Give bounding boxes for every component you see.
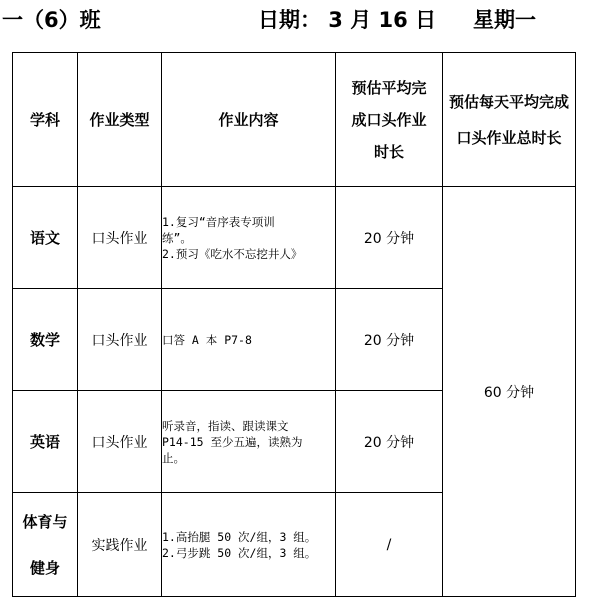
subject-line: 健身 <box>29 558 60 577</box>
content-line: 1.复习“音序表专项训 <box>162 214 275 229</box>
date-label: 日期： 3 月 16 日 <box>258 8 437 32</box>
avg-time-header-line: 时长 <box>373 142 404 161</box>
column-header-subject: 学科 <box>13 53 78 187</box>
avg-time-header-line: 成口头作业 <box>351 110 427 129</box>
content-cell <box>162 289 336 391</box>
time-cell: 20 分钟 <box>336 289 443 391</box>
content-line: 止。 <box>162 450 185 465</box>
content-cell <box>162 493 336 597</box>
content-line: 听录音，指读、跟读课文 <box>162 418 289 433</box>
content-line: 练”。 <box>162 230 192 245</box>
total-time-header-line: 预估每天平均完成 <box>448 92 569 111</box>
table-row <box>13 187 576 289</box>
column-header-avg-time <box>336 53 443 187</box>
type-cell: 口头作业 <box>78 391 162 493</box>
total-time-header-line: 口头作业总时长 <box>456 128 562 147</box>
time-cell: 20 分钟 <box>336 187 443 289</box>
class-name: 一（6）班 <box>2 8 101 32</box>
column-header-total-time <box>443 53 576 187</box>
subject-cell: 语文 <box>13 187 78 289</box>
type-cell: 口头作业 <box>78 289 162 391</box>
homework-table <box>12 52 576 597</box>
page-header <box>0 0 590 44</box>
type-cell: 口头作业 <box>78 187 162 289</box>
subject-cell <box>13 493 78 597</box>
time-cell: 20 分钟 <box>336 391 443 493</box>
content-line: 2.预习《吃水不忘挖井人》 <box>162 246 303 261</box>
subject-cell: 英语 <box>13 391 78 493</box>
column-header-type: 作业类型 <box>78 53 162 187</box>
type-cell: 实践作业 <box>78 493 162 597</box>
content-line: 1.高抬腿 50 次/组，3 组。 <box>162 529 317 544</box>
total-time-cell: 60 分钟 <box>443 187 576 597</box>
content-line: 口答 A 本 P7-8 <box>162 332 252 347</box>
subject-line: 体育与 <box>22 512 68 531</box>
content-line: 2.弓步跳 50 次/组，3 组。 <box>162 545 317 560</box>
weekday-label: 星期一 <box>473 8 536 32</box>
avg-time-header-line: 预估平均完 <box>351 78 427 97</box>
table-header-row <box>13 53 576 187</box>
content-line: P14-15 至少五遍，读熟为 <box>162 434 303 449</box>
column-header-content: 作业内容 <box>162 53 336 187</box>
content-cell <box>162 391 336 493</box>
time-cell: / <box>336 493 443 597</box>
subject-cell: 数学 <box>13 289 78 391</box>
content-cell <box>162 187 336 289</box>
